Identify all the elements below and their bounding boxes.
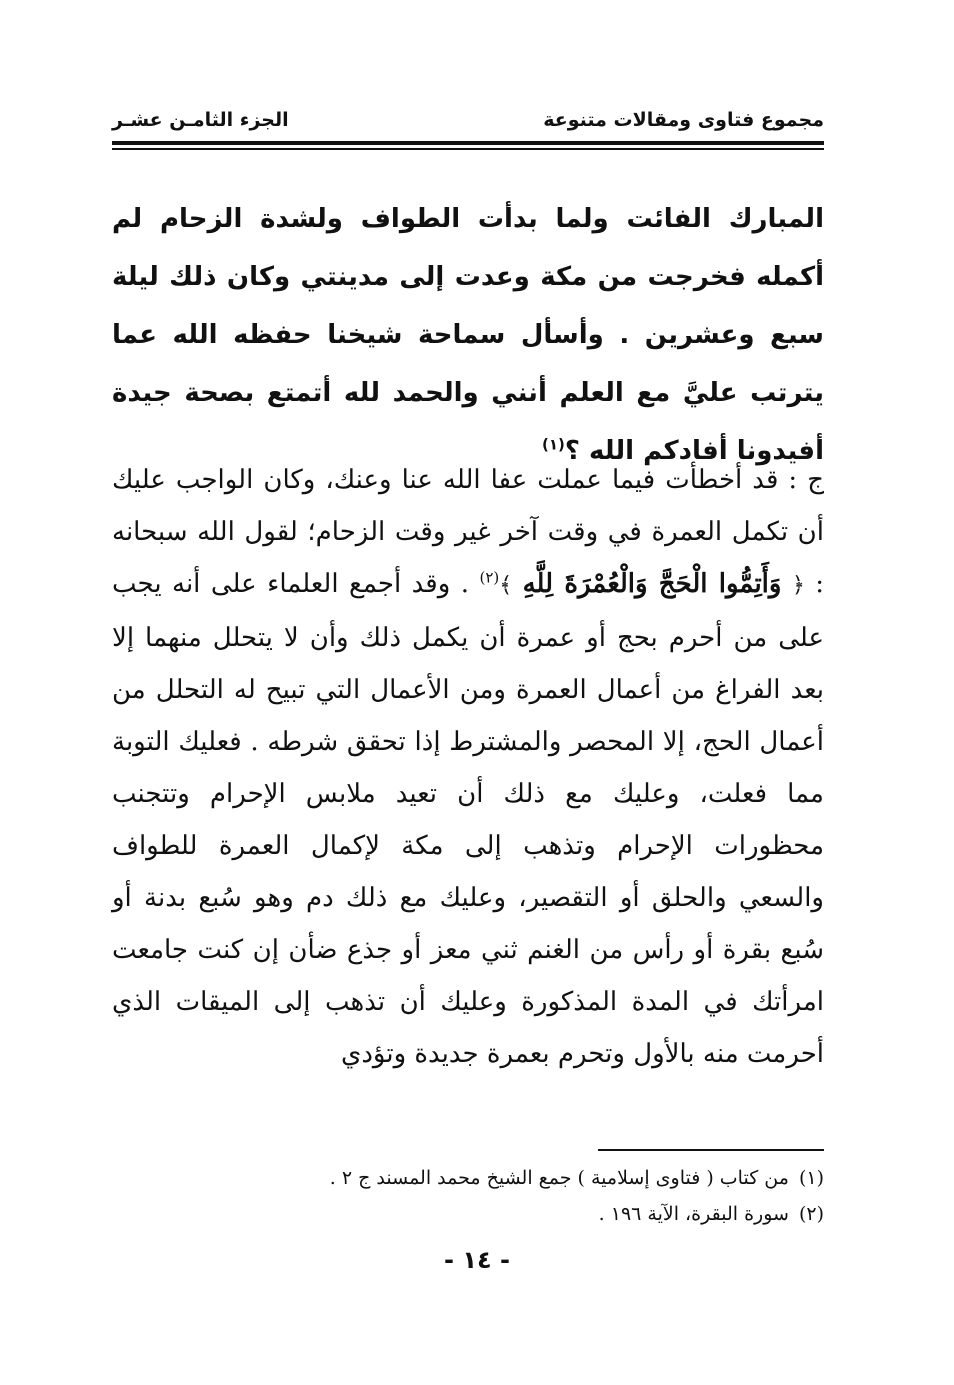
footnotes (112, 1160, 824, 1232)
verse-brace-open: ﴿ (791, 573, 805, 598)
verse-brace-close: ﴾ (499, 573, 513, 598)
book-title: مجموع فتاوى ومقالات متنوعة (543, 109, 824, 131)
footnote-item (112, 1196, 824, 1232)
header-rule-thin (112, 148, 824, 150)
footnote-text: من كتاب ( فتاوى إسلامية ) جمع الشيخ محمد المسند ج ٢ . (329, 1167, 789, 1189)
quran-verse: وَأَتِمُّوا الْحَجَّ وَالْعُمْرَةَ لِلَّهِ (522, 569, 782, 599)
footnote-number: (٢) (798, 1203, 824, 1225)
footnote-ref-2: (٢) (479, 568, 500, 587)
footnote-number: (١) (798, 1167, 824, 1189)
volume-label: الجزء الثامـن عشـر (112, 109, 289, 131)
footnote-ref-1: (١) (542, 435, 565, 454)
answer-text-after-verse: . وقد أجمع العلماء على أنه يجب على من أحرم بحج أو عمرة أن يكمل ذلك وأن لا يتحلل منهما إلا بعد الفراغ من أعمال العمرة ومن الأعمال التي تبيح له التحلل من أعمال الحج، إلا المحصر والمشترط إذا تحقق شرطه . فعليك التوبة مما فعلت، وعليك مع ذلك أن تعيد ملابس الإحرام وتتجنب محظورات الإحرام وتذهب إلى مكة لإكمال العمرة للطواف والسعي والحلق أو التقصير، وعليك مع ذلك دم وهو سُبع بدنة أو سُبع بقرة أو رأس من الغنم ثني معز أو جذع ضأن إن كنت جامعت امرأتك في المدة المذكورة وعليك أن تذهب إلى الميقات الذي أحرمت منه بالأول وتحرم بعمرة جديدة وتؤدي (112, 569, 824, 1069)
question-text: المبارك الفائت ولما بدأت الطواف ولشدة الزحام لم أكمله فخرجت من مكة وعدت إلى مدينتي وكان ذلك ليلة سبع وعشرين . وأسأل سماحة شيخنا حفظه الله عما يترتب عليَّ مع العلم أنني والحمد لله أتمتع بصحة جيدة أفيدونا أفادكم الله ؟ (112, 204, 824, 466)
answer-text-before-verse: ج : قد أخطأت فيما عملت عفا الله عنا وعنك، وكان الواجب عليك أن تكمل العمرة في وقت آخر غير وقت الزحام؛ لقول الله سبحانه : (112, 465, 825, 599)
footnote-text: سورة البقرة، الآية ١٩٦ . (598, 1203, 789, 1225)
page-number: - ١٤ - (444, 1246, 510, 1274)
running-header (112, 103, 824, 143)
answer-paragraph (112, 454, 824, 1080)
header-rule-thick (112, 141, 824, 145)
footnote-separator (598, 1149, 824, 1151)
question-paragraph (112, 190, 824, 480)
footnote-item (112, 1160, 824, 1196)
